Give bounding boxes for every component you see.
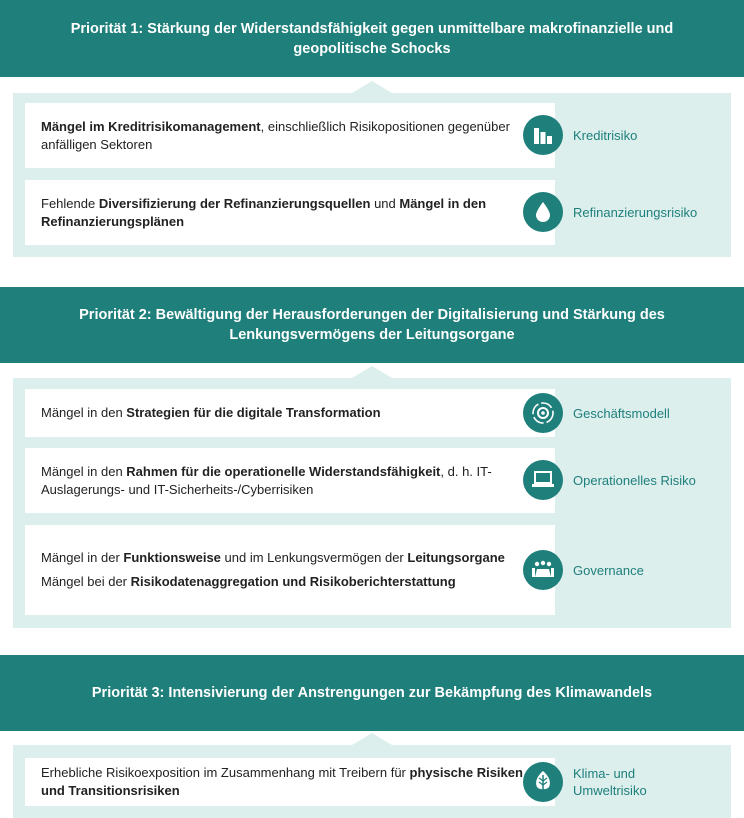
notch-marker bbox=[352, 366, 392, 378]
risk-category bbox=[523, 192, 697, 232]
issue-text bbox=[41, 195, 539, 231]
issue-text bbox=[41, 404, 539, 422]
issue-text-run: und bbox=[370, 195, 400, 211]
issue-text-bold: Mängel in den Refinanzierungsplänen bbox=[41, 195, 487, 229]
issue-text-bold: physische Risiken und Transitionsrisiken bbox=[41, 765, 523, 798]
issue-text-run: Fehlende bbox=[41, 195, 99, 211]
issue-card bbox=[25, 448, 555, 513]
gear-cycle-icon bbox=[523, 393, 563, 433]
risk-label: Refinanzierungsrisiko bbox=[573, 204, 698, 220]
priority-3-panel bbox=[13, 745, 731, 818]
issue-text-run: und im Lenkungsvermögen der bbox=[220, 550, 408, 565]
issue-text-bold: Rahmen für die operationelle Widerstandsfähigkeit bbox=[126, 463, 441, 479]
issue-text bbox=[41, 118, 539, 154]
priority-1-header bbox=[0, 0, 744, 77]
priority-3-title: Priorität 3: Intensivierung der Anstrengungen zur Bekämpfung des Klimawandels bbox=[91, 685, 653, 701]
risk-label: Operationelles Risiko bbox=[573, 472, 696, 488]
issue-text bbox=[41, 764, 539, 800]
issue-text bbox=[41, 549, 539, 567]
issue-text-run: , einschließlich Risikopositionen gegenüber anfälligen Sektoren bbox=[41, 118, 510, 152]
laptop-icon bbox=[523, 460, 563, 500]
risk-label: Kreditrisiko bbox=[573, 127, 638, 143]
leaf-icon bbox=[523, 762, 563, 802]
issue-text-bold: Risikodatenaggregation und Risikoberichterstattung bbox=[130, 574, 456, 589]
priority-1-title: Priorität 1: Stärkung der Widerstandsfähigkeit gegen unmittelbare makrofinanzielle und geopolitische Schocks bbox=[70, 20, 674, 57]
risk-category bbox=[523, 115, 637, 155]
issue-card bbox=[25, 525, 555, 615]
issue-text-run: Mängel in den bbox=[41, 405, 127, 420]
issue-text-run: Erhebliche Risikoexposition im Zusammenhang mit Treibern für bbox=[41, 765, 410, 780]
notch-marker bbox=[352, 733, 392, 745]
risk-label: Governance bbox=[573, 562, 644, 578]
risk-category bbox=[523, 460, 696, 500]
issue-text-run: , d. h. IT-Auslagerungs- und IT-Sicherheits-/Cyberrisiken bbox=[41, 463, 492, 497]
issue-text-bold: Funktionsweise bbox=[123, 550, 221, 565]
risk-label: Geschäftsmodell bbox=[573, 405, 670, 421]
priority-3-header bbox=[0, 655, 744, 731]
droplet-icon bbox=[523, 192, 563, 232]
boardroom-icon bbox=[523, 550, 563, 590]
issue-card bbox=[25, 389, 555, 437]
risk-category bbox=[523, 762, 647, 802]
issue-text-bold: Diversifizierung der Refinanzierungsquellen bbox=[98, 195, 371, 211]
issue-text-bold: Strategien für die digitale Transformation bbox=[126, 405, 381, 420]
issue-card bbox=[25, 758, 555, 806]
bar-chart-icon bbox=[523, 115, 563, 155]
issue-text bbox=[41, 573, 539, 591]
priority-2-title: Priorität 2: Bewältigung der Herausforderungen der Digitalisierung und Stärkung des Lenkungsvermögens der Leitungsorgane bbox=[79, 307, 665, 343]
issue-text-bold: Leitungsorgane bbox=[407, 550, 505, 565]
risk-category bbox=[523, 550, 644, 590]
priority-2-panel bbox=[13, 378, 731, 628]
issue-card bbox=[25, 180, 555, 245]
issue-text-run: Mängel in der bbox=[41, 550, 124, 565]
issue-text-run: Mängel bei der bbox=[41, 574, 131, 589]
notch-marker bbox=[352, 81, 392, 93]
risk-category bbox=[523, 393, 670, 433]
issue-text-bold: Mängel im Kreditrisikomanagement bbox=[41, 118, 261, 134]
issue-card bbox=[25, 103, 555, 168]
issue-text bbox=[41, 463, 539, 499]
priority-2-header bbox=[0, 287, 744, 363]
issue-text-run: Mängel in den bbox=[41, 463, 127, 479]
risk-label: Klima- und Umweltrisiko bbox=[573, 766, 647, 798]
priority-1-panel bbox=[13, 93, 731, 257]
